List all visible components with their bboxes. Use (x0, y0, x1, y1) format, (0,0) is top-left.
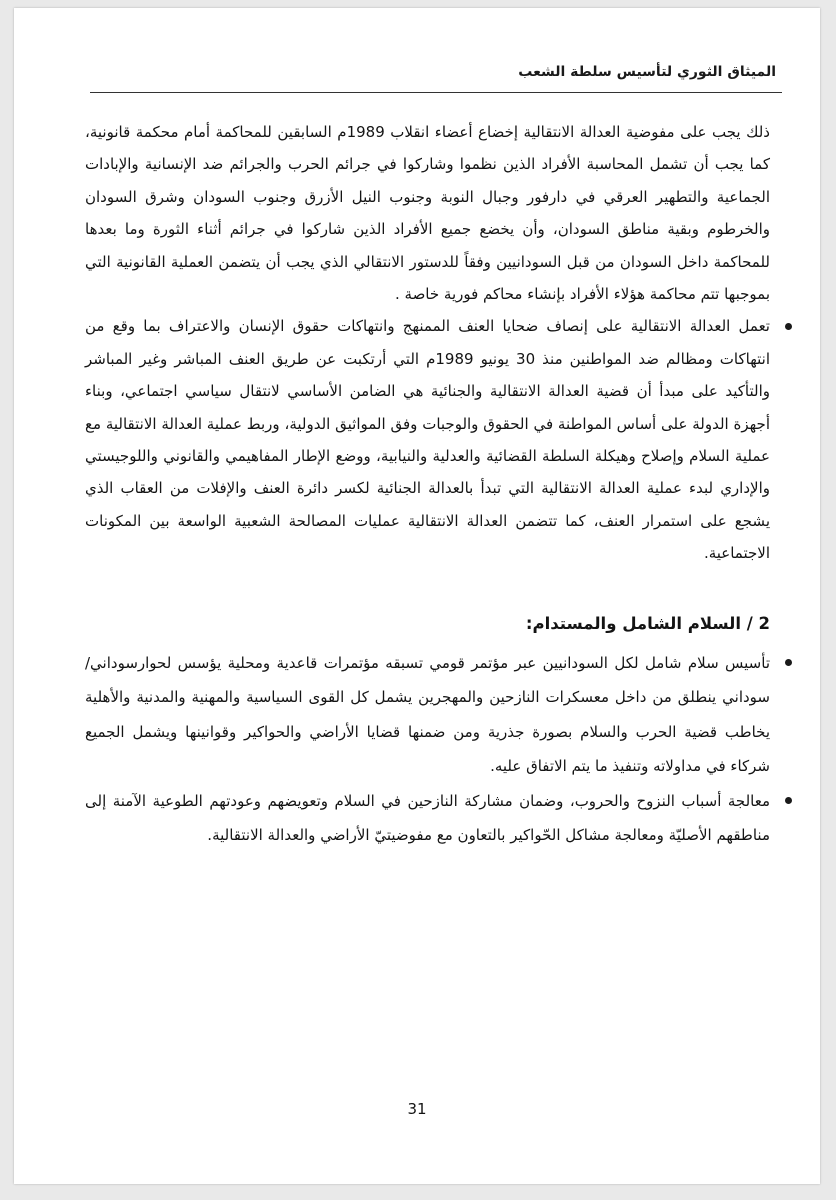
bullet-text: تعمل العدالة الانتقالية على إنصاف ضحايا العنف الممنهج وانتهاكات حقوق الإنسان والاعتراف بما وقع من انتهاكات ومظالم ضد المواطنين منذ 30 يونيو 1989م التي أرتكبت عن طريق العنف المباشر وغير المباشر والتأكيد على مبدأ أن قضية العدالة الانتقالية والجنائية هي الضامن الأساسي لانتقال سياسي اجتماعي، وبناء أجهزة الدولة على أساس المواطنة في الحقوق والوجبات وفق المواثيق الدولية، وربط عملية العدالة الانتقالية مع عملية السلام وإصلاح وهيكلة السلطة القضائية والعدلية والنيابية، ووضع الإطار المفاهيمي والقانوني واللوجيستي والإداري لبدء عملية العدالة الانتقالية التي تبدأ بالعدالة الجنائية لكسر دائرة العنف والإفلات من العقاب الذي يشجع على استمرار العنف، كما تتضمن العدالة الانتقالية عمليات المصالحة الشعبية الواسعة بين المكونات الاجتماعية. (85, 317, 770, 563)
document-page (14, 8, 820, 1184)
bullet-icon (785, 323, 792, 330)
header-divider (90, 92, 782, 93)
bullet-text: معالجة أسباب النزوح والحروب، وضمان مشاركة النازحين في السلام وتعويضهم وعودتهم الطوعية الآمنة إلى مناطقهم الأصليّة ومعالجة مشاكل الحّواكير بالتعاون مع مفوضيتيّ الأراضي والعدالة الانتقالية. (85, 791, 770, 845)
list-item (85, 310, 770, 569)
page-number: 31 (407, 1100, 427, 1118)
list-item (85, 646, 770, 784)
bullet-icon (785, 797, 792, 804)
section-heading: 2 / السلام الشامل والمستدام: (525, 613, 770, 633)
peace-bullets (85, 646, 770, 853)
running-header: الميثاق الثوري لتأسيس سلطة الشعب (518, 64, 776, 80)
bullet-icon (785, 659, 792, 666)
document-body (85, 116, 770, 853)
transitional-justice-bullets (85, 310, 770, 569)
list-item (85, 784, 770, 853)
intro-paragraph: ذلك يجب على مفوضية العدالة الانتقالية إخضاع أعضاء انقلاب 1989م السابقين للمحاكمة أمام محكمة قانونية، كما يجب أن تشمل المحاسبة الأفراد الذين نظموا وشاركوا في جرائم الحرب والجرائم ضد الإنسانية والإبادات الجماعية والتطهير العرقي في دارفور وجبال النوبة وجنوب النيل الأزرق وجنوب السودان وشرق السودان والخرطوم وبقية مناطق السودان، وأن يخضع جميع الأفراد الذين شاركوا في جرائم أثناء الثورة وما بعدها للمحاكمة داخل السودان من قبل السودانيين وفقاً للدستور الانتقالي الذي يجب أن يتضمن العملية القانونية التي بموجبها تتم محاكمة هؤلاء الأفراد بإنشاء محاكم فورية خاصة . (85, 123, 770, 304)
bullet-text: تأسيس سلام شامل لكل السودانيين عبر مؤتمر قومي تسبقه مؤتمرات قاعدية ومحلية يؤسس لحوارسوداني/سوداني ينطلق من داخل معسكرات النازحين والمهجرين يشمل كل القوى السياسية والمهنية والمدنية والأهلية يخاطب قضية الحرب والسلام بصورة جذرية ومن ضمنها قضايا الأراضي والحواكير وقوانينها ويشمل الجميع شركاء في مداولاته وتنفيذ ما يتم الاتفاق عليه. (85, 653, 770, 776)
